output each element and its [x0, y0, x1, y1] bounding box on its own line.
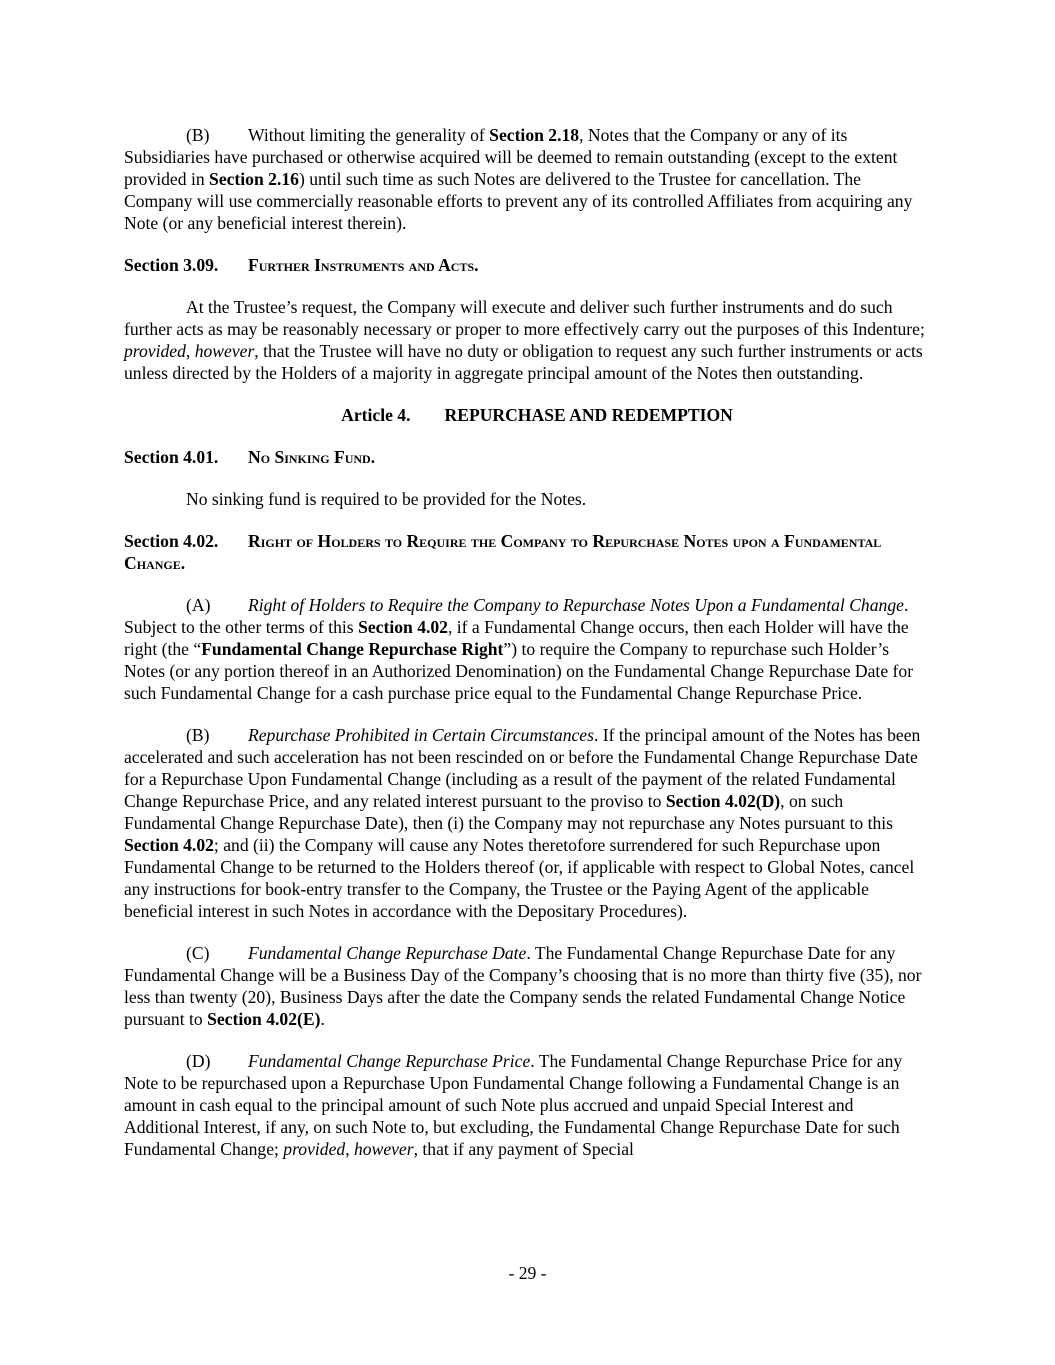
paragraph-b-outstanding-notes: [124, 124, 932, 234]
clause-title: Right of Holders to Require the Company to Repurchase Notes Upon a Fundamental Change: [248, 595, 904, 615]
clause-label: (C): [186, 943, 210, 963]
section-title: No Sinking Fund.: [248, 447, 376, 467]
clause-title: Fundamental Change Repurchase Price: [248, 1051, 531, 1071]
section-reference: Section 4.02: [358, 617, 448, 637]
section-heading-4-02: [124, 530, 932, 574]
paragraph-b-repurchase-prohibited: [124, 724, 932, 922]
paragraph-text: ,: [345, 1139, 354, 1159]
paragraph-c-repurchase-date: [124, 942, 932, 1030]
italic-term: provided: [124, 341, 186, 361]
section-number: Section 4.02.: [124, 531, 219, 551]
paragraph-text: , if a Fundamental Change occurs, then each Holder will have the right (the “: [124, 617, 909, 659]
section-number: Section 3.09.: [124, 255, 219, 275]
section-number: Section 4.01.: [124, 447, 219, 467]
article-number: Article 4.: [341, 405, 411, 425]
section-reference: Section 4.02(E): [207, 1009, 321, 1029]
italic-term: however: [194, 341, 255, 361]
clause-label: (A): [186, 595, 211, 615]
paragraph-text: .: [320, 1009, 325, 1029]
document-page: [124, 124, 932, 1180]
section-heading-3-09: [124, 254, 932, 276]
paragraph-text: ) until such time as such Notes are delivered to the Trustee for cancellation. The Company will use commercially reasonable efforts to prevent any of its controlled Affiliates from acquiring any Note (or any beneficial interest therein).: [124, 169, 913, 233]
paragraph-text: . The Fundamental Change Repurchase Date for any Fundamental Change will be a Business Day of the Company’s choosing that is no more than thirty five (35), nor less than twenty (20), Business Days after the date the Company sends the related Fundamental Change Notice pursuant to: [124, 943, 922, 1029]
paragraph-further-instruments: [124, 296, 932, 384]
paragraph-text: , that if any payment of Special: [413, 1139, 634, 1159]
paragraph-no-sinking-fund: No sinking fund is required to be provided for the Notes.: [186, 489, 587, 509]
paragraph-text: . Subject to the other terms of this: [124, 595, 909, 637]
clause-label: (D): [186, 1051, 211, 1071]
section-title: Further Instruments and Acts.: [248, 255, 479, 275]
paragraph-text: Without limiting the generality of: [248, 125, 490, 145]
paragraph-text: . If the principal amount of the Notes has been accelerated and such acceleration has not been rescinded on or before the Fundamental Change Repurchase Date for a Repurchase Upon Fundamental Change (including as a result of the payment of the related Fundamental Change Repurchase Price, and any related interest pursuant to the proviso to: [124, 725, 921, 811]
clause-title: Repurchase Prohibited in Certain Circumstances: [248, 725, 594, 745]
paragraph-text: At the Trustee’s request, the Company will execute and deliver such further instruments and do such further acts as may be reasonably necessary or proper to more effectively carry out the purposes of this Indenture;: [124, 297, 925, 339]
section-reference: Section 2.18: [489, 125, 580, 145]
paragraph-d-repurchase-price: [124, 1050, 932, 1160]
page-number: - 29 -: [508, 1263, 547, 1283]
paragraph-text: . The Fundamental Change Repurchase Price for any Note to be repurchased upon a Repurchase Upon Fundamental Change following a Fundamental Change is an amount in cash equal to the principal amount of such Note plus accrued and unpaid Special Interest and Additional Interest, if any, on such Note to, but excluding, the Fundamental Change Repurchase Date for such Fundamental Change;: [124, 1051, 903, 1159]
section-title: Right of Holders to Require the Company to Repurchase Notes upon a Fundamental Change.: [124, 531, 882, 573]
defined-term: Fundamental Change Repurchase Right: [201, 639, 504, 659]
clause-label: (B): [186, 125, 210, 145]
italic-term: provided: [283, 1139, 346, 1159]
italic-term: however: [353, 1139, 414, 1159]
clause-title: Fundamental Change Repurchase Date: [248, 943, 527, 963]
paragraph-text: ”) to require the Company to repurchase such Holder’s Notes (or any portion thereof in an Authorized Denomination) on the Fundamental Change Repurchase Date for such Fundamental Change for a cash purchase price equal to the Fundamental Change Repurchase Price.: [124, 639, 914, 703]
section-heading-4-01: [124, 446, 932, 468]
paragraph-text: ; and (ii) the Company will cause any Notes theretofore surrendered for such Repurchase upon Fundamental Change to be returned to the Holders thereof (or, if applicable with respect to Global Notes, cancel any instructions for book-entry transfer to the Company, the Trustee or the Paying Agent of the applicable beneficial interest in such Notes in accordance with the Depositary Procedures).: [124, 835, 915, 921]
paragraph-text: , that the Trustee will have no duty or obligation to request any such further instruments or acts unless directed by the Holders of a majority in aggregate principal amount of the Notes then outstanding.: [124, 341, 923, 383]
section-reference: Section 4.02: [124, 835, 214, 855]
paragraph-a-repurchase-right: [124, 594, 932, 704]
article-heading: [124, 404, 932, 426]
clause-label: (B): [186, 725, 210, 745]
paragraph-text: ,: [185, 341, 195, 361]
paragraph-text: , on such Fundamental Change Repurchase Date), then (i) the Company may not repurchase any Notes pursuant to this: [124, 791, 894, 833]
article-title: REPURCHASE AND REDEMPTION: [444, 405, 733, 425]
section-reference: Section 4.02(D): [665, 791, 781, 811]
section-reference: Section 2.16: [209, 169, 299, 189]
paragraph-text: , Notes that the Company or any of its Subsidiaries have purchased or otherwise acquired will be deemed to remain outstanding (except to the extent provided in: [124, 125, 898, 189]
